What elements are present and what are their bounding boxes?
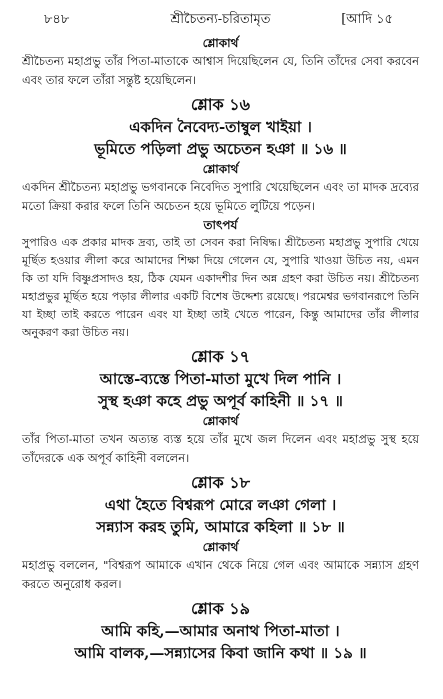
chapter-reference: [আদি ১৫ xyxy=(341,12,393,27)
verse-heading: শ্লোক ১৭ xyxy=(190,347,251,366)
purport-label: তাৎপর্য xyxy=(203,218,238,232)
verse-line: একদিন নৈবেদ্য-তাম্বুল খাইয়া । xyxy=(129,118,312,136)
translation-label: শ্লোকার্থ xyxy=(202,36,239,50)
translation-paragraph: তাঁর পিতা-মাতা তখন অত্যন্ত ব্যস্ত হয়ে তাঁর মুখে জল দিলেন এবং মহাপ্রভু সুস্থ হয়ে তাঁদেরকে এক অপূর্ব কাহিনী বললেন। xyxy=(22,432,419,465)
translation-paragraph: মহাপ্রভু বললেন, "বিশ্বরূপ আমাকে এখান থেকে নিয়ে গেল এবং আমাকে সন্ন্যাস গ্রহণ করতে অনুরোধ করল। xyxy=(22,558,419,591)
translation-label: শ্লোকার্থ xyxy=(202,540,239,554)
page-header xyxy=(22,0,419,34)
translation-paragraph: একদিন শ্রীচৈতন্য মহাপ্রভু ভগবানকে নিবেদিত সুপারি খেয়েছিলেন এবং তা মাদক দ্রব্যের মতো ক্রিয়া করার ফলে তিনি অচেতন হয়ে ভূমিতে লুটিয়ে পড়েন। xyxy=(22,180,419,213)
running-title: শ্রীচৈতন্য-চরিতামৃত xyxy=(170,12,271,27)
translation-label: শ্লোকার্থ xyxy=(202,162,239,176)
verse-line: এথা হৈতে বিশ্বরূপ মোরে লঞা গেলা । xyxy=(104,496,337,514)
translation-paragraph: শ্রীচৈতন্য মহাপ্রভু তাঁর পিতা-মাতাকে আশ্বাস দিয়েছিলেন যে, তিনি তাঁদের সেবা করবেন এবং তার ফলে তাঁরা সন্তুষ্ট হয়েছিলেন। xyxy=(22,54,419,87)
page-number: ৮৪৮ xyxy=(44,12,70,27)
translation-label: শ্লোকার্থ xyxy=(202,414,239,428)
verse-heading: শ্লোক ১৯ xyxy=(190,599,251,618)
verse-line: আমি বালক,—সন্ন্যাসের কিবা জানি কথা ॥ ১৯ ॥ xyxy=(74,644,367,662)
verse-heading: শ্লোক ১৮ xyxy=(190,473,251,492)
verse-line: ভূমিতে পড়িলা প্রভু অচেতন হঞা ॥ ১৬ ॥ xyxy=(94,140,347,158)
verse-line: সুস্থ হঞা কহে প্রভু অপূর্ব কাহিনী ॥ ১৭ ॥ xyxy=(98,392,343,410)
purport-paragraph: সুপারিও এক প্রকার মাদক দ্রব্য, তাই তা সেবন করা নিষিদ্ধ। শ্রীচৈতন্য মহাপ্রভু সুপারি খেয়ে মূর্ছিত হওয়ার লীলা করে আমাদের শিক্ষা দিয়ে গেলেন যে, সুপারি খাওয়া উচিত নয়, এমন কি তা যদি বিষ্ণুপ্রসাদও হয়, ঠিক যেমন একাদশীর দিন অন্ন গ্রহণ করা উচিত নয়। শ্রীচৈতন্য মহাপ্রভুর মূর্ছিত হয়ে পড়ার লীলার একটি বিশেষ উদ্দেশ্য রয়েছে। পরমেশ্বর ভগবানরূপে তিনি যা ইচ্ছা তাই করতে পারেন এবং যা ইচ্ছা তাই খেতে পারেন, কিন্তু আমাদের তাঁর লীলার অনুকরণ করা উচিত নয়। xyxy=(22,236,419,339)
verse-line: আস্তে-ব্যস্তে পিতা-মাতা মুখে দিল পানি । xyxy=(99,370,342,388)
verse-line: সন্ন্যাস করহ তুমি, আমারে কহিলা ॥ ১৮ ॥ xyxy=(96,518,345,536)
verse-line: আমি কহি,—আমার অনাথ পিতা-মাতা । xyxy=(101,622,340,640)
verse-heading: শ্লোক ১৬ xyxy=(190,95,251,114)
